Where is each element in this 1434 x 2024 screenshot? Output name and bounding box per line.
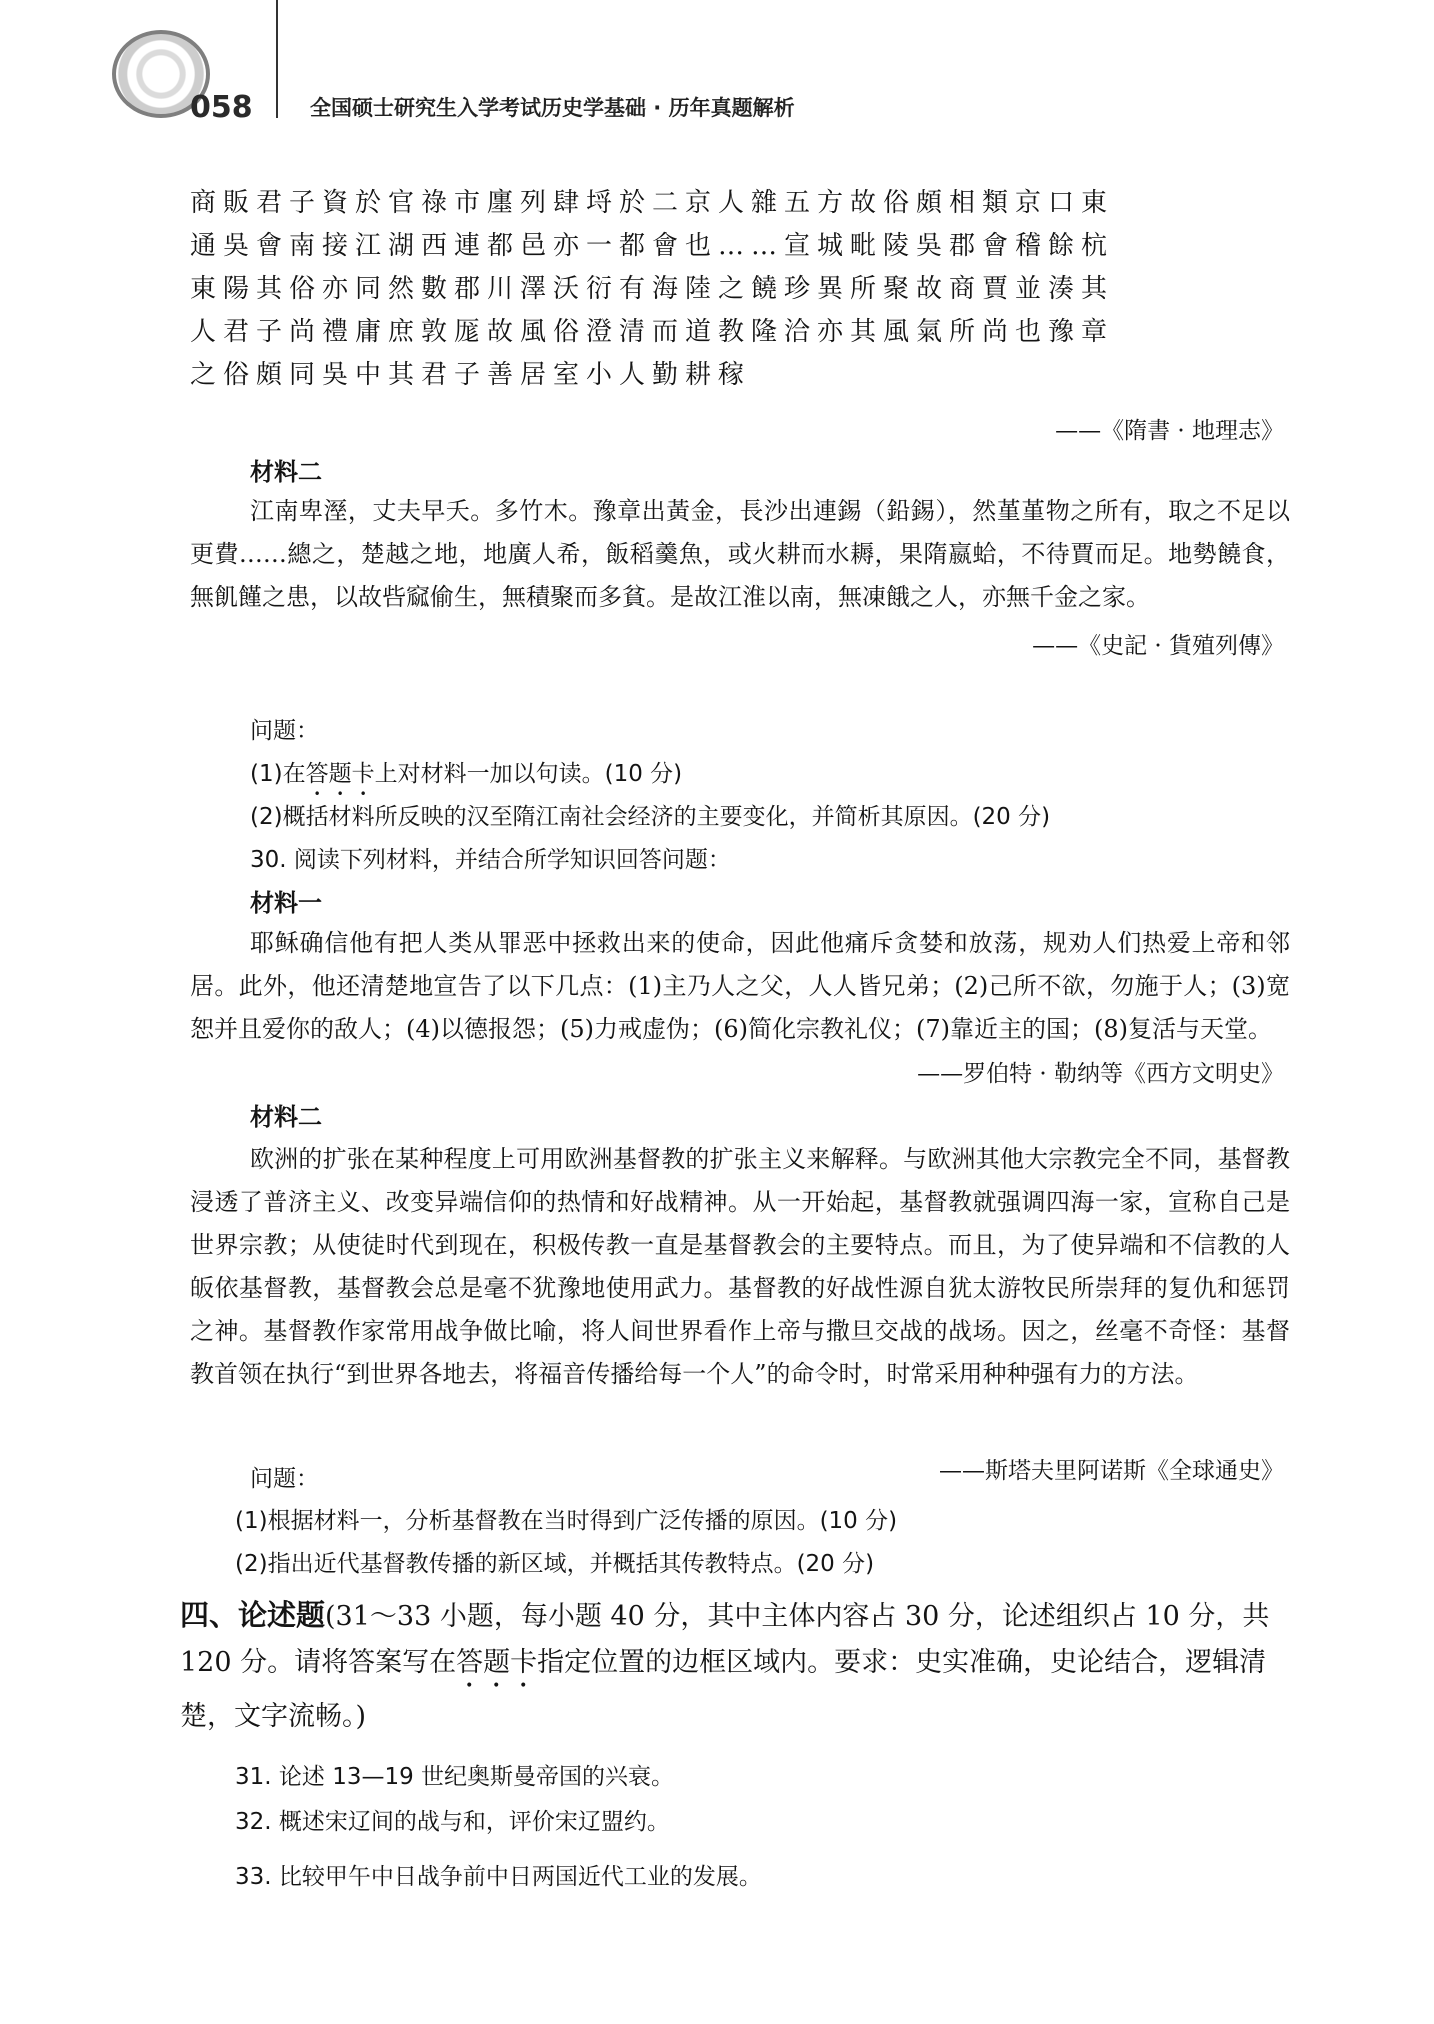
text-line: 人君子尚禮庸庶敦厖故風俗澄清而道教隆洽亦其風氣所尚也豫章 (190, 317, 1115, 347)
q30-material-2-label: 材料二 (250, 1103, 322, 1131)
question-label: 问题： (250, 718, 319, 744)
material-2-source: ——《史記 · 貨殖列傳》 (1032, 633, 1284, 659)
page-header (0, 0, 1434, 140)
running-title: 全国硕士研究生入学考试历史学基础 · 历年真题解析 (310, 96, 795, 120)
question-32: 32. 概述宋辽间的战与和，评价宋辽盟约。 (235, 1809, 670, 1835)
question-33: 33. 比较甲午中日战争前中日两国近代工业的发展。 (235, 1864, 762, 1890)
section-heading: 四、论述题 (180, 1598, 326, 1632)
question-30-2: (2)指出近代基督教传播的新区域，并概括其传教特点。(20 分) (235, 1551, 875, 1577)
text-line: 通吳會南接江湖西連都邑亦一都會也……宣城毗陵吳郡會稽餘杭 (190, 231, 1115, 261)
material-2-label: 材料二 (250, 458, 322, 486)
question-30-1: (1)根据材料一，分析基督教在当时得到广泛传播的原因。(10 分) (235, 1508, 898, 1534)
text-line: 東陽其俗亦同然數郡川澤沃衍有海陸之饒珍異所聚故商賈並湊其 (190, 274, 1115, 304)
material-1-source: ——《隋書 · 地理志》 (1055, 418, 1284, 444)
q30-material-1-label: 材料一 (250, 889, 322, 917)
material-1-text (190, 182, 1300, 397)
header-divider (276, 0, 278, 118)
q30-material-1-text: 耶稣确信他有把人类从罪恶中拯救出来的使命，因此他痛斥贪婪和放荡，规劝人们热爱上帝和邻居。此外，他还清楚地宣告了以下几点：(1)主乃人之父，人人皆兄弟；(2)己所不欲，勿施于人；(3)宽恕并且爱你的敌人；(4)以德报怨；(5)力戒虚伪；(6)简化宗教礼仪；(7)靠近主的国；(8)复活与天堂。 (190, 929, 1290, 1043)
question-label: 问题： (250, 1466, 319, 1492)
question-31: 31. 论述 13—19 世纪奥斯曼帝国的兴衰。 (235, 1764, 675, 1790)
page-number: 058 (190, 90, 253, 125)
question-30-title: 30. 阅读下列材料，并结合所学知识回答问题： (250, 847, 731, 873)
material-2-text: 江南卑溼，丈夫早夭。多竹木。豫章出黃金，長沙出連錫（鉛錫），然堇堇物之所有，取之不足以更費……總之，楚越之地，地廣人希，飯稻羹魚，或火耕而水耨，果隋嬴蛤，不待賈而足。地勢饒食，無飢饉之患，以故呰窳偷生，無積聚而多貧。是故江淮以南，無凍餓之人，亦無千金之家。 (190, 497, 1290, 611)
q30-material-2-source: ——斯塔夫里阿诺斯《全球通史》 (939, 1458, 1284, 1484)
text-line: 之俗頗同吳中其君子善居室小人勤耕稼 (190, 360, 752, 390)
essay-section-intro: 四、论述题(31～33 小题，每小题 40 分，其中主体内容占 30 分，论述组织占 10 分，共 120 分。请将答案写在答题卡指定位置的边框区域内。要求：史实准确，史论结合，逻辑清楚，文字流畅。) (180, 1598, 1270, 1732)
q30-material-2-text: 欧洲的扩张在某种程度上可用欧洲基督教的扩张主义来解释。与欧洲其他大宗教完全不同，基督教浸透了普济主义、改变异端信仰的热情和好战精神。从一开始起，基督教就强调四海一家，宣称自己是世界宗教；从使徒时代到现在，积极传教一直是基督教会的主要特点。而且，为了使异端和不信教的人皈依基督教，基督教会总是毫不犹豫地使用武力。基督教的好战性源自犹太游牧民所崇拜的复仇和惩罚之神。基督教作家常用战争做比喻，将人间世界看作上帝与撒旦交战的战场。因之，丝毫不奇怪：基督教首领在执行“到世界各地去，将福音传播给每一个人”的命令时，时常采用种种强有力的方法。 (190, 1145, 1290, 1388)
text-line: 商販君子資於官祿市廛列肆埒於二京人雜五方故俗頗相類京口東 (190, 188, 1115, 218)
question-29-2: (2)概括材料所反映的汉至隋江南社会经济的主要变化，并简析其原因。(20 分) (250, 804, 1051, 830)
q30-material-1-source: ——罗伯特 · 勒纳等《西方文明史》 (917, 1061, 1284, 1087)
question-29-1: (1)在答题卡上对材料一加以句读。(10 分) (250, 761, 683, 787)
